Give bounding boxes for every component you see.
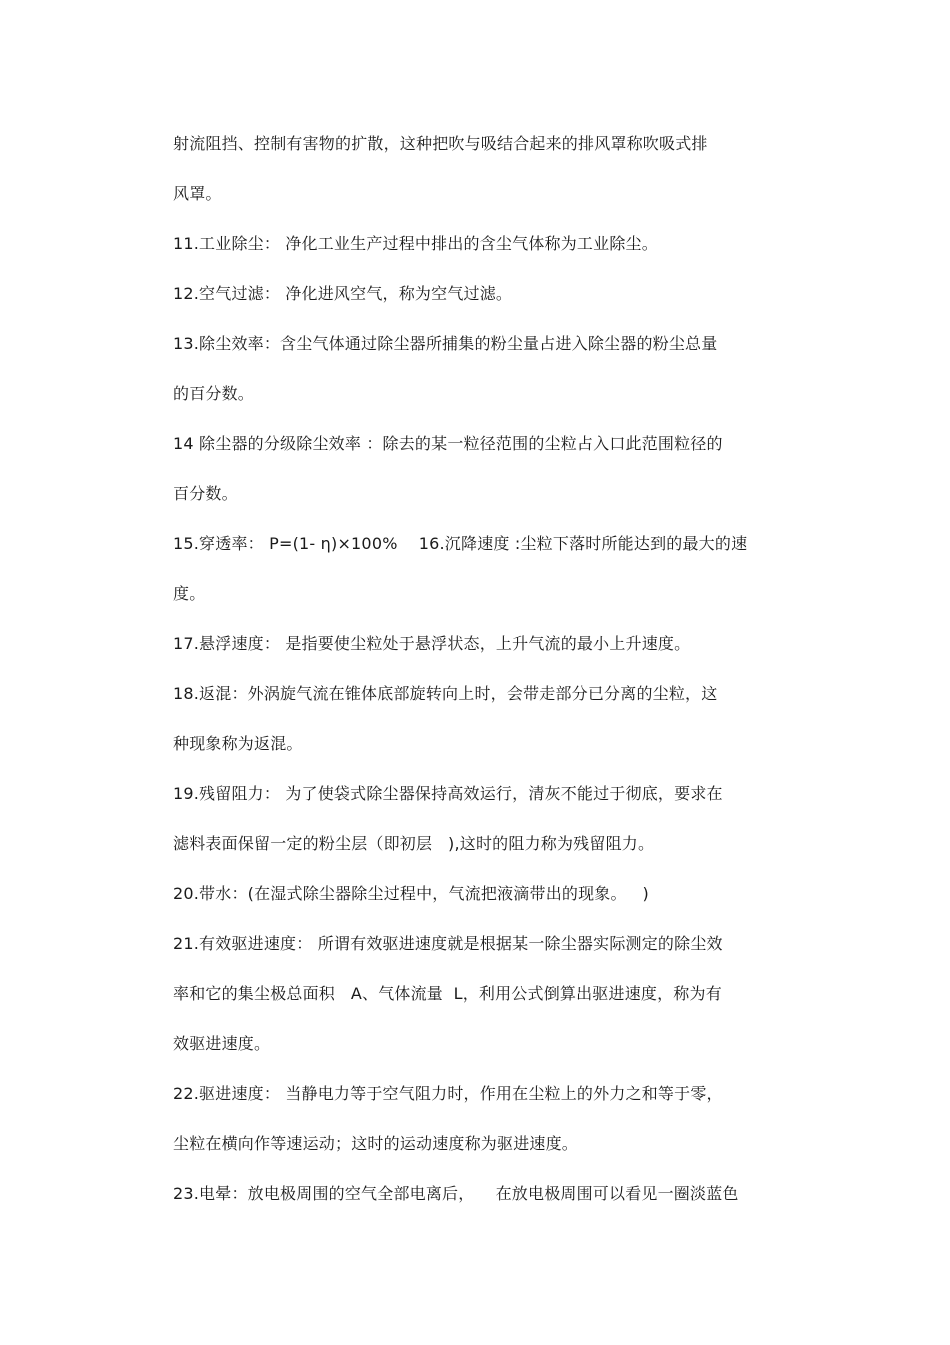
text-line: 22.驱进速度： 当静电力等于空气阻力时，作用在尘粒上的外力之和等于零， <box>173 1084 723 1103</box>
text-line: 度。 <box>173 584 206 603</box>
text-line: 13.除尘效率：含尘气体通过除尘器所捕集的粉尘量占进入除尘器的粉尘总量 <box>173 334 718 353</box>
text-line: 风罩。 <box>173 184 222 203</box>
text-line: 18.返混：外涡旋气流在锥体底部旋转向上时，会带走部分已分离的尘粒，这 <box>173 684 718 703</box>
text-line: 21.有效驱进速度： 所谓有效驱进速度就是根据某一除尘器实际测定的除尘效 <box>173 934 723 953</box>
text-line: 17.悬浮速度： 是指要使尘粒处于悬浮状态，上升气流的最小上升速度。 <box>173 634 691 653</box>
text-line: 的百分数。 <box>173 384 255 403</box>
text-line: 百分数。 <box>173 484 238 503</box>
text-line: 尘粒在横向作等速运动；这时的运动速度称为驱进速度。 <box>173 1134 579 1153</box>
text-line: 23.电晕：放电极周围的空气全部电离后， 在放电极周围可以看见一圈淡蓝色 <box>173 1184 739 1203</box>
text-line: 14 除尘器的分级除尘效率 ：除去的某一粒径范围的尘粒占入口此范围粒径的 <box>173 434 723 453</box>
text-line: 效驱进速度。 <box>173 1034 271 1053</box>
text-line: 率和它的集尘极总面积 A、气体流量 L，利用公式倒算出驱进速度，称为有 <box>173 984 722 1003</box>
text-line: 11.工业除尘： 净化工业生产过程中排出的含尘气体称为工业除尘。 <box>173 234 658 253</box>
text-line: 滤料表面保留一定的粉尘层（即初层 ),这时的阻力称为残留阻力。 <box>173 834 655 853</box>
text-line: 射流阻挡、控制有害物的扩散，这种把吹与吸结合起来的排风罩称吹吸式排 <box>173 134 708 153</box>
text-line: 15.穿透率： P=(1- η)×100% 16.沉降速度 :尘粒下落时所能达到的最大的速 <box>173 534 748 553</box>
text-line: 12.空气过滤： 净化进风空气，称为空气过滤。 <box>173 284 513 303</box>
text-line: 20.带水：(在湿式除尘器除尘过程中，气流把液滴带出的现象。 ) <box>173 884 649 903</box>
text-line: 19.残留阻力： 为了使袋式除尘器保持高效运行，清灰不能过于彻底，要求在 <box>173 784 723 803</box>
text-line: 种现象称为返混。 <box>173 734 303 753</box>
